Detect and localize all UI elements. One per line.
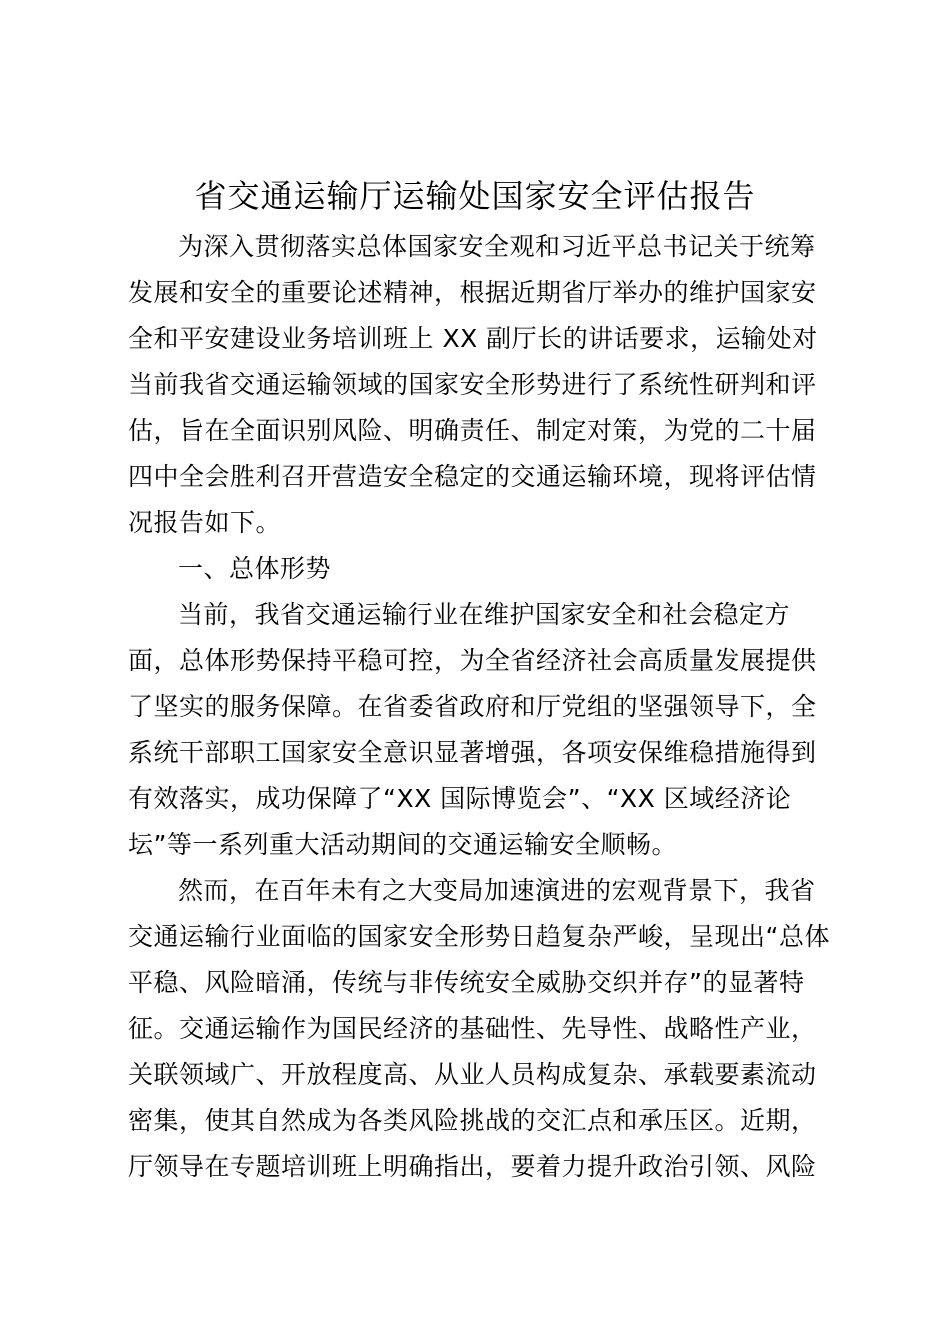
paragraph-line: 系统干部职工国家安全意识显著增强，各项安保维稳措施得到 <box>128 738 817 767</box>
paragraph-line: 有效落实，成功保障了“XX 国际博览会”、“XX 区域经济论 <box>128 784 792 813</box>
paragraph-line: 为深入贯彻落实总体国家安全观和习近平总书记关于统筹 <box>178 232 816 261</box>
paragraph-line: 平稳、风险暗涌，传统与非传统安全威胁交织并存”的显著特 <box>128 968 805 997</box>
paragraph-line: 交通运输行业面临的国家安全形势日趋复杂严峻，呈现出“总体 <box>128 922 830 951</box>
paragraph-line: 密集，使其自然成为各类风险挑战的交汇点和承压区。近期， <box>128 1106 817 1135</box>
paragraph-line: 发展和安全的重要论述精神，根据近期省厅举办的维护国家安 <box>128 278 817 307</box>
section-heading: 一、总体形势 <box>178 554 332 583</box>
paragraph-line: 况报告如下。 <box>128 508 282 537</box>
paragraph-line: 当前，我省交通运输行业在维护国家安全和社会稳定方 <box>178 600 791 629</box>
paragraph-line: 坛”等一系列重大活动期间的交通运输安全顺畅。 <box>128 830 677 859</box>
paragraph-line: 面，总体形势保持平稳可控，为全省经济社会高质量发展提供 <box>128 646 817 675</box>
paragraph-line: 四中全会胜利召开营造安全稳定的交通运输环境，现将评估情 <box>128 462 817 491</box>
paragraph-line: 当前我省交通运输领域的国家安全形势进行了系统性研判和评 <box>128 370 817 399</box>
paragraph-line: 征。交通运输作为国民经济的基础性、先导性、战略性产业， <box>128 1014 817 1043</box>
paragraph-line: 关联领域广、开放程度高、从业人员构成复杂、承载要素流动 <box>128 1060 817 1089</box>
document-title: 省交通运输厅运输处国家安全评估报告 <box>194 177 756 215</box>
document-body <box>128 224 828 1190</box>
paragraph-line: 估，旨在全面识别风险、明确责任、制定对策，为党的二十届 <box>128 416 817 445</box>
paragraph-line: 然而，在百年未有之大变局加速演进的宏观背景下，我省 <box>178 876 816 905</box>
paragraph-line: 厅领导在专题培训班上明确指出，要着力提升政治引领、风险 <box>128 1152 817 1181</box>
paragraph-line: 了坚实的服务保障。在省委省政府和厅党组的坚强领导下，全 <box>128 692 817 721</box>
paragraph-line: 全和平安建设业务培训班上 XX 副厅长的讲话要求，运输处对 <box>128 324 818 353</box>
